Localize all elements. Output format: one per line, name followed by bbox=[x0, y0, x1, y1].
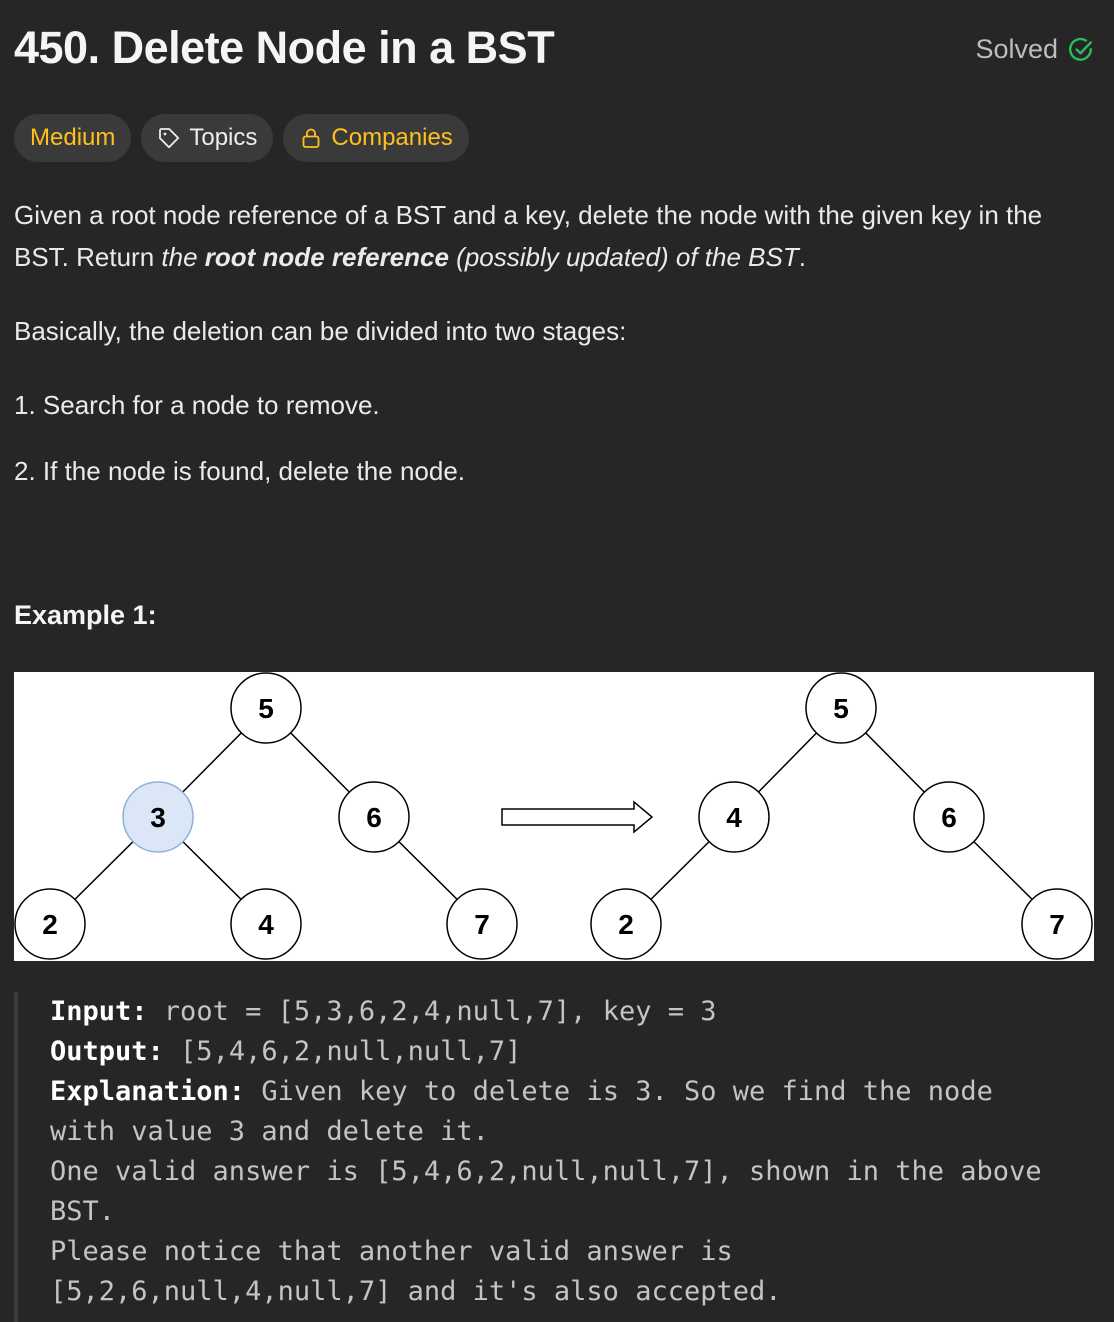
description-bold: root node reference bbox=[204, 242, 449, 272]
node-value: 4 bbox=[258, 909, 274, 940]
example-code-block bbox=[14, 992, 1104, 1322]
explanation-line: Please notice that another valid answer is bbox=[50, 1236, 733, 1267]
explanation-label: Explanation: bbox=[50, 1076, 246, 1107]
description-period: . bbox=[798, 242, 806, 272]
tree-node bbox=[231, 889, 301, 959]
lock-icon bbox=[299, 126, 323, 150]
solved-label: Solved bbox=[975, 34, 1058, 64]
tree-before bbox=[15, 673, 517, 959]
description-text: Given a root node reference of a BST and a key, delete the node with the given key in the BST. Return bbox=[14, 200, 1043, 272]
topics-label: Topics bbox=[189, 124, 258, 151]
explanation-line: BST. bbox=[50, 1196, 116, 1227]
tree-node bbox=[914, 782, 984, 852]
tree-node-highlighted bbox=[123, 782, 193, 852]
stage-step-1: 1. Search for a node to remove. bbox=[14, 390, 380, 420]
tree-node bbox=[699, 782, 769, 852]
input-value: root = [5,3,6,2,4,null,7], key = 3 bbox=[147, 996, 717, 1027]
tree-node bbox=[1022, 889, 1092, 959]
difficulty-label: Medium bbox=[30, 124, 116, 151]
description-paragraph bbox=[14, 194, 1104, 278]
output-label: Output: bbox=[50, 1036, 164, 1067]
tree-node bbox=[591, 889, 661, 959]
node-value: 4 bbox=[726, 802, 742, 833]
node-value: 2 bbox=[42, 909, 58, 940]
explanation-text: Given key to delete is 3. So we find the node bbox=[245, 1076, 993, 1107]
tag-row bbox=[14, 114, 469, 162]
check-circle-icon bbox=[1068, 37, 1094, 63]
companies-button[interactable] bbox=[283, 114, 468, 162]
description-italic: the bbox=[161, 242, 205, 272]
node-value: 7 bbox=[1049, 909, 1065, 940]
topics-button[interactable] bbox=[141, 114, 273, 162]
explanation-line: with value 3 and delete it. bbox=[50, 1116, 489, 1147]
node-value: 7 bbox=[474, 909, 490, 940]
node-value: 6 bbox=[366, 802, 382, 833]
explanation-line: One valid answer is [5,4,6,2,null,null,7], shown in the above bbox=[50, 1156, 1042, 1187]
stages-intro: Basically, the deletion can be divided into two stages: bbox=[14, 316, 627, 346]
tree-node bbox=[339, 782, 409, 852]
input-label: Input: bbox=[50, 996, 148, 1027]
example-title: Example 1: bbox=[14, 600, 157, 630]
tree-node bbox=[15, 889, 85, 959]
input-line bbox=[50, 992, 1104, 1032]
node-value: 5 bbox=[258, 693, 274, 724]
output-line bbox=[50, 1032, 1104, 1072]
node-value: 3 bbox=[150, 802, 166, 833]
example-figure bbox=[14, 672, 1094, 961]
stage-step-2: 2. If the node is found, delete the node. bbox=[14, 456, 466, 486]
explanation-line: [5,2,6,null,4,null,7] and it's also accepted. bbox=[50, 1276, 782, 1307]
tree-node bbox=[231, 673, 301, 743]
output-value: [5,4,6,2,null,null,7] bbox=[163, 1036, 522, 1067]
tree-node bbox=[806, 673, 876, 743]
difficulty-badge[interactable] bbox=[14, 114, 131, 162]
node-value: 2 bbox=[618, 909, 634, 940]
node-value: 6 bbox=[941, 802, 957, 833]
node-value: 5 bbox=[833, 693, 849, 724]
companies-label: Companies bbox=[331, 124, 453, 151]
problem-title: 450. Delete Node in a BST bbox=[14, 22, 555, 73]
solved-status bbox=[975, 34, 1094, 65]
description-italic-2: (possibly updated) of the BST bbox=[448, 242, 799, 272]
tree-after bbox=[591, 673, 1092, 959]
transform-arrow-icon bbox=[502, 802, 652, 832]
tag-icon bbox=[157, 126, 181, 150]
explanation-line bbox=[50, 1072, 1104, 1112]
tree-node bbox=[447, 889, 517, 959]
